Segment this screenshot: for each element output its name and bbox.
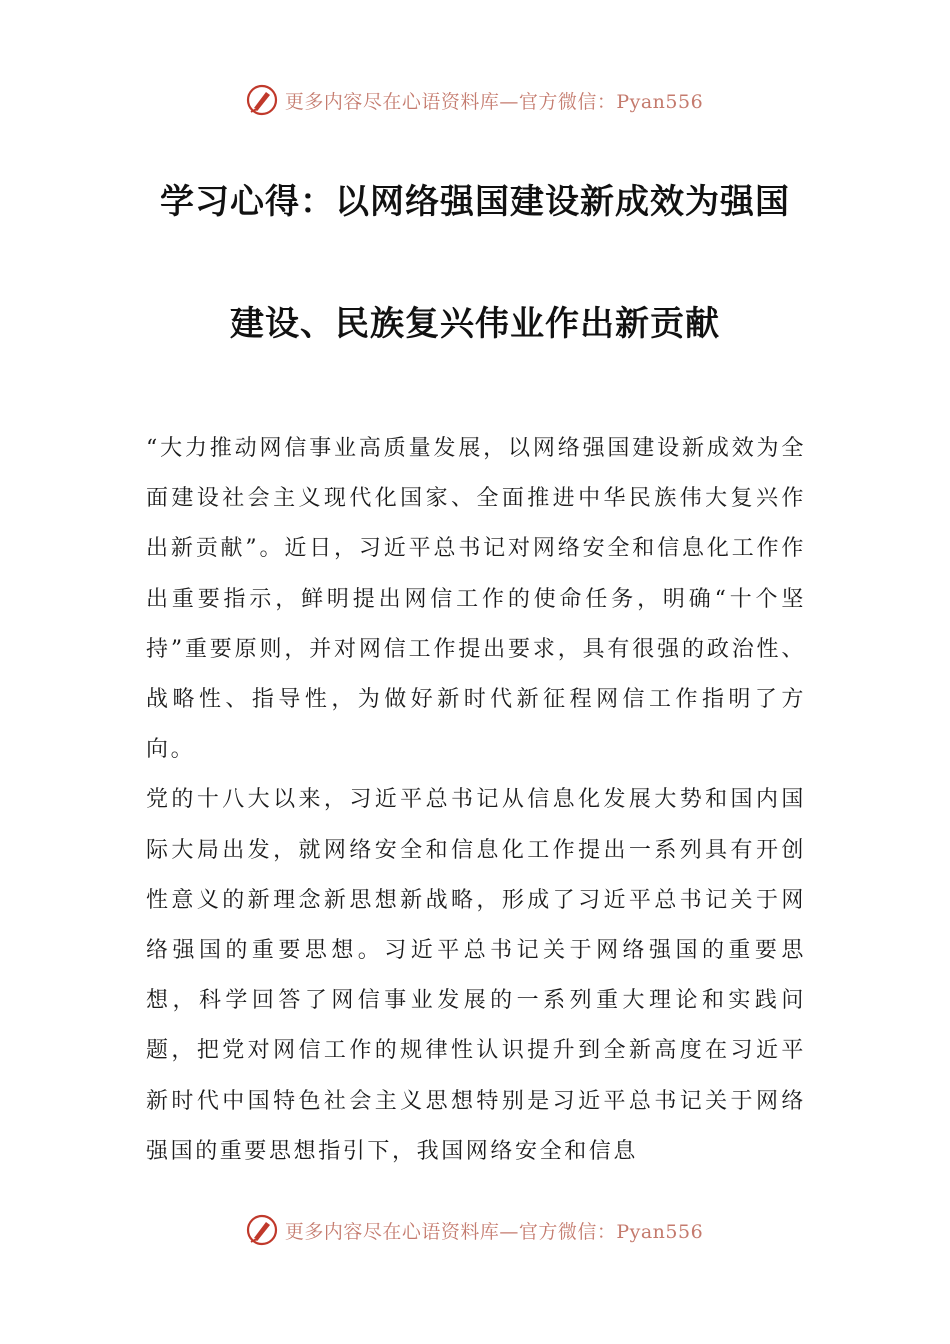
page-title-line-2: 建设、民族复兴伟业作出新贡献 [230, 304, 720, 344]
paragraph: “大力推动网信事业高质量发展，以网络强国建设新成效为全面建设社会主义现代化国家、全面推进中华民族伟大复兴作出新贡献”。近日，习近平总书记对网络安全和信息化工作作出重要指示，鲜明提出网信工作的使命任务，明确“十个坚持”重要原则，并对网信工作提出要求，具有很强的政治性、战略性、指导性，为做好新时代新征程网信工作指明了方向。 [146, 436, 806, 763]
pen-nib-logo-icon [245, 83, 279, 117]
article-body [146, 424, 806, 1177]
watermark-header [224, 80, 724, 120]
watermark-text: 更多内容尽在心语资料库—官方微信：Pyan556 [284, 90, 704, 113]
watermark-footer [224, 1210, 724, 1250]
pen-nib-logo-icon [245, 1213, 279, 1247]
paragraph: 党的十八大以来，习近平总书记从信息化发展大势和国内国际大局出发，就网络安全和信息化工作提出一系列具有开创性意义的新理念新思想新战略，形成了习近平总书记关于网络强国的重要思想。习近平总书记关于网络强国的重要思想，科学回答了网信事业发展的一系列重大理论和实践问题，把党对网信工作的规律性认识提升到全新高度在习近平新时代中国特色社会主义思想特别是习近平总书记关于网络强国的重要思想指引下，我国网络安全和信息 [146, 787, 806, 1164]
page-title-line-1: 学习心得：以网络强国建设新成效为强国 [160, 182, 790, 222]
watermark-text: 更多内容尽在心语资料库—官方微信：Pyan556 [284, 1220, 704, 1243]
